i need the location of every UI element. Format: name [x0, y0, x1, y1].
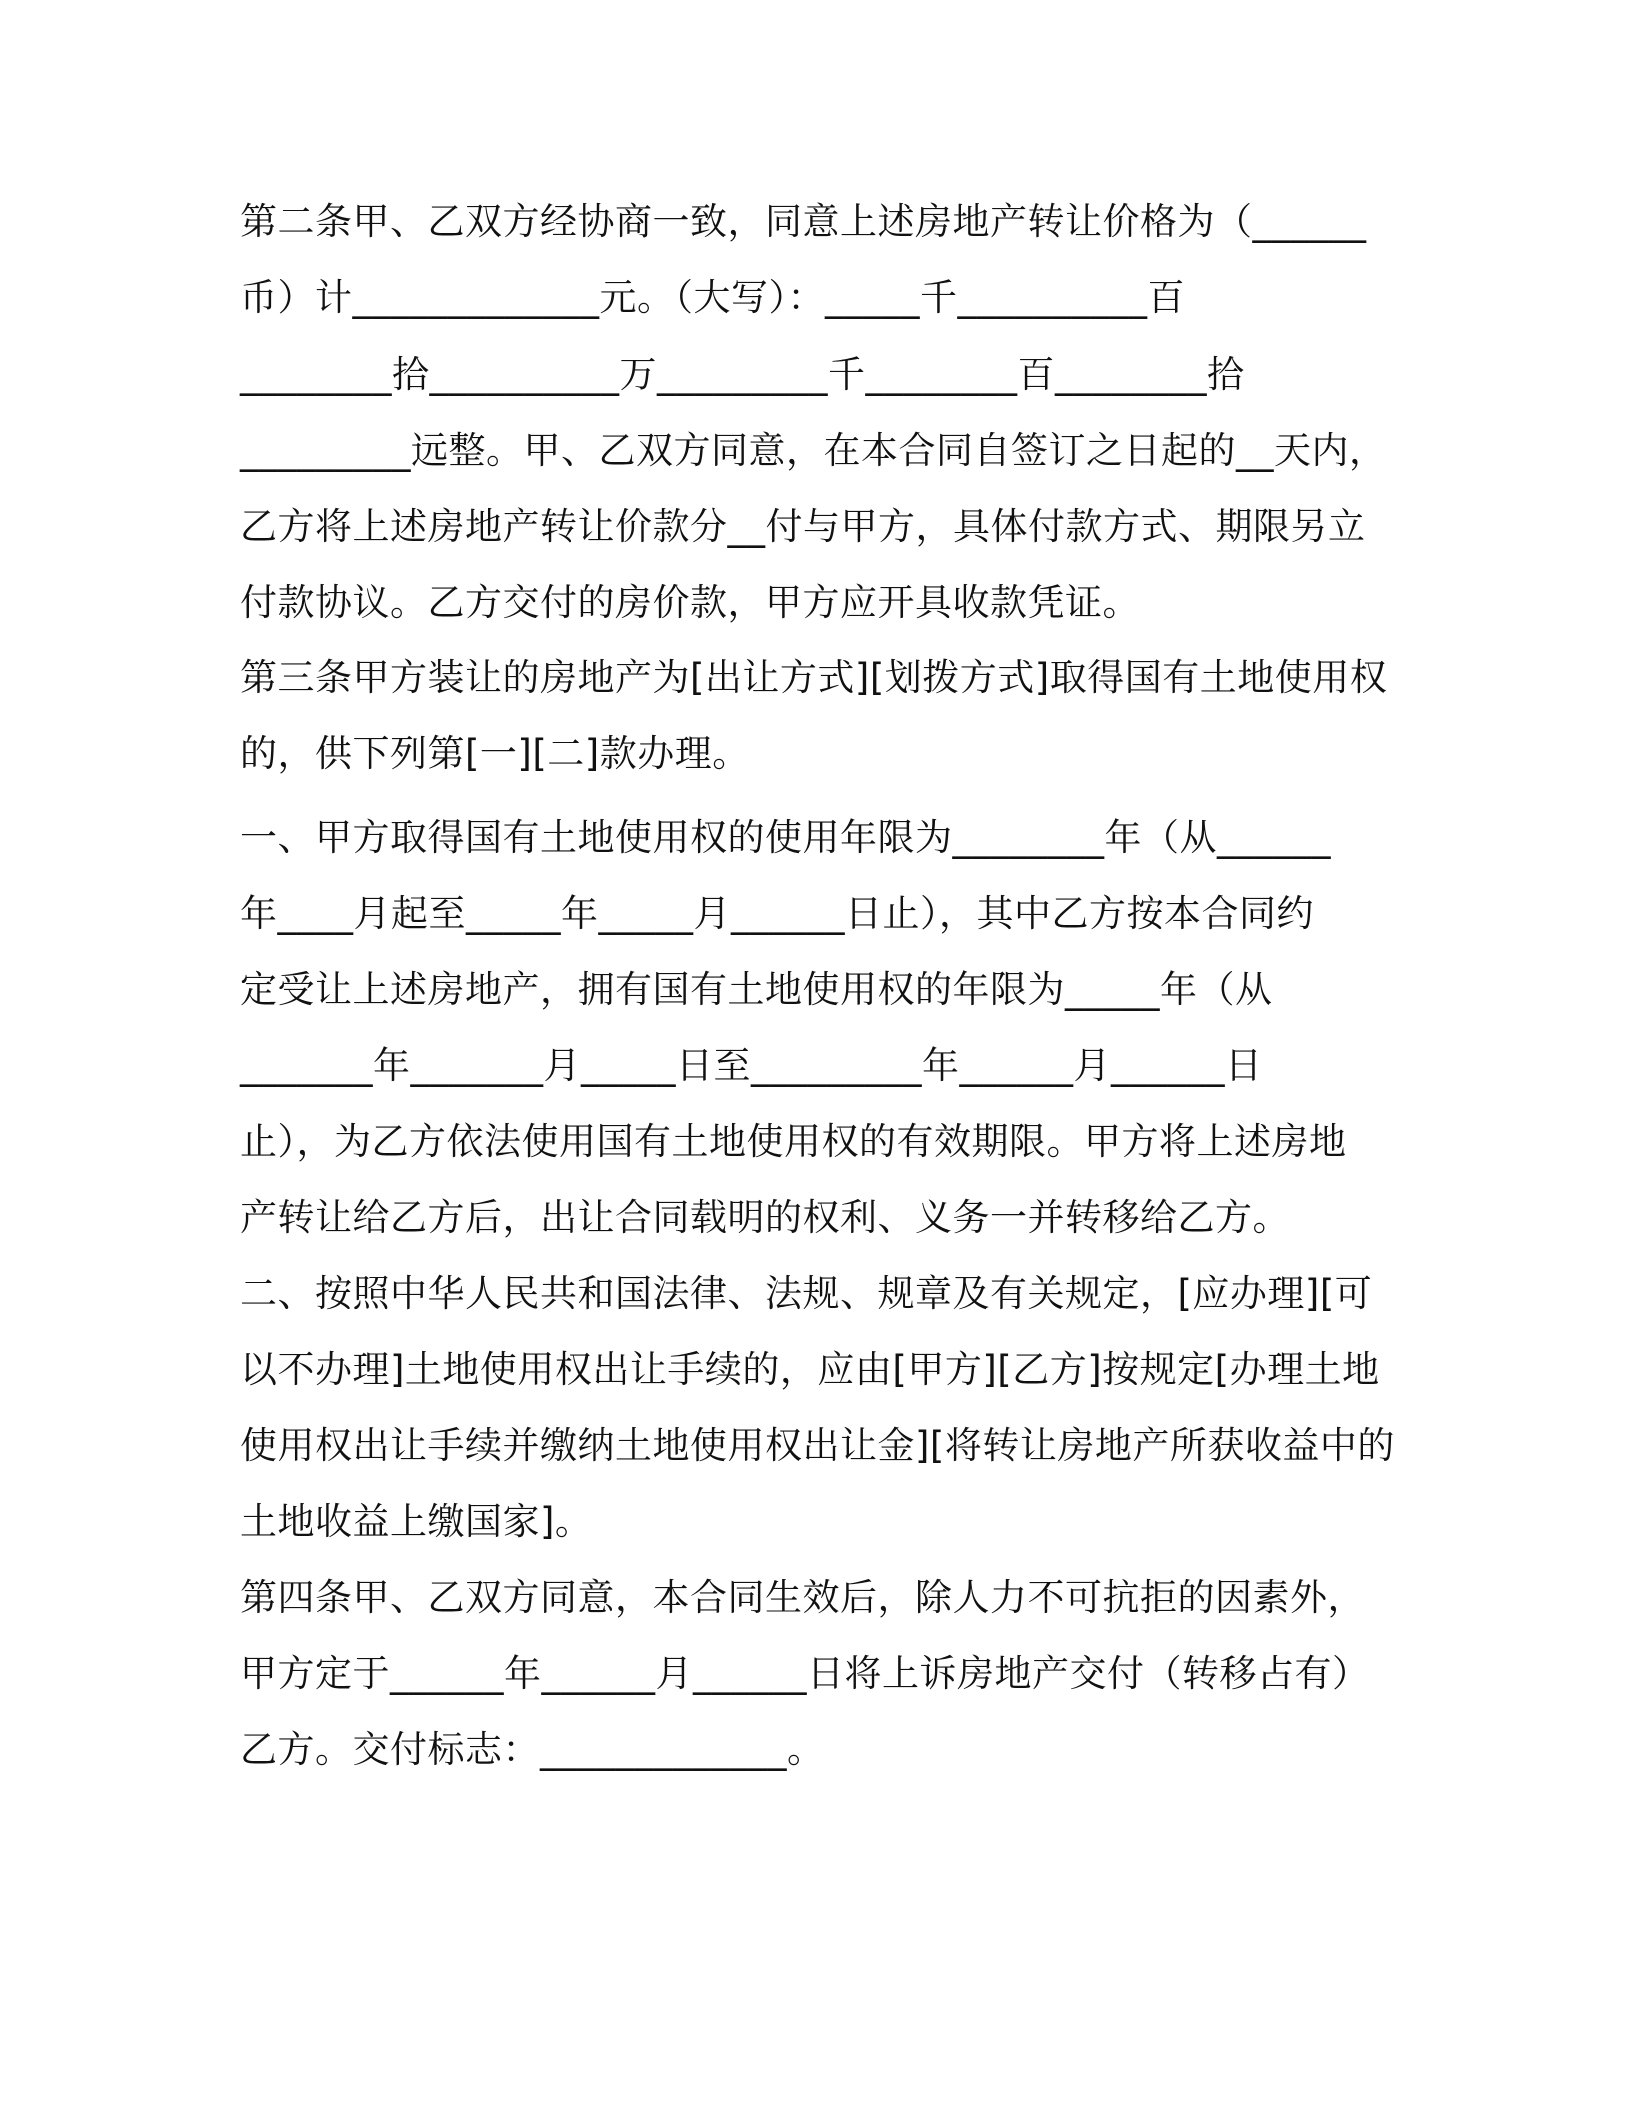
- text-line: 二、按照中华人民共和国法律、法规、规章及有关规定，[应办理][可: [240, 1272, 1373, 1315]
- text-line: 止），为乙方依法使用国有土地使用权的有效期限。甲方将上述房地: [240, 1120, 1347, 1163]
- text-line: 第四条甲、乙双方同意，本合同生效后，除人力不可抗拒的因素外，: [240, 1576, 1365, 1619]
- text-line: 以不办理]土地使用权出让手续的，应由[甲方][乙方]按规定[办理土地: [240, 1348, 1380, 1391]
- text-line: ________拾__________万_________千________百________拾: [240, 353, 1245, 396]
- text-line: 使用权出让手续并缴纳土地使用权出让金][将转让房地产所获收益中的: [240, 1424, 1395, 1467]
- text-line: 第三条甲方装让的房地产为[出让方式][划拨方式]取得国有土地使用权: [240, 656, 1388, 699]
- text-line: 土地收益上缴国家]。: [240, 1500, 593, 1543]
- text-line: 的，供下列第[一][二]款办理。: [240, 732, 750, 775]
- text-line: 甲方定于______年______月______日将上诉房地产交付（转移占有）: [240, 1652, 1370, 1695]
- text-line: _________远整。甲、乙双方同意，在本合同自签订之日起的__天内，: [240, 429, 1387, 472]
- text-line: 第二条甲、乙双方经协商一致，同意上述房地产转让价格为（______: [240, 200, 1367, 243]
- text-line: 年____月起至_____年_____月______日止），其中乙方按本合同约: [240, 892, 1314, 935]
- text-line: 币）计_____________元。（大写）：_____千__________百: [240, 276, 1185, 319]
- text-line: 产转让给乙方后，出让合同载明的权利、义务一并转移给乙方。: [240, 1196, 1290, 1239]
- text-line: 乙方。交付标志：_____________。: [240, 1728, 825, 1771]
- text-line: 一、甲方取得国有土地使用权的使用年限为________年（从______: [240, 816, 1331, 859]
- text-line: _______年_______月_____日至_________年______月______日: [240, 1044, 1263, 1087]
- text-line: 付款协议。乙方交付的房价款，甲方应开具收款凭证。: [240, 581, 1140, 624]
- text-line: 乙方将上述房地产转让价款分__付与甲方，具体付款方式、期限另立: [240, 505, 1366, 548]
- text-line: 定受让上述房地产，拥有国有土地使用权的年限为_____年（从: [240, 968, 1273, 1011]
